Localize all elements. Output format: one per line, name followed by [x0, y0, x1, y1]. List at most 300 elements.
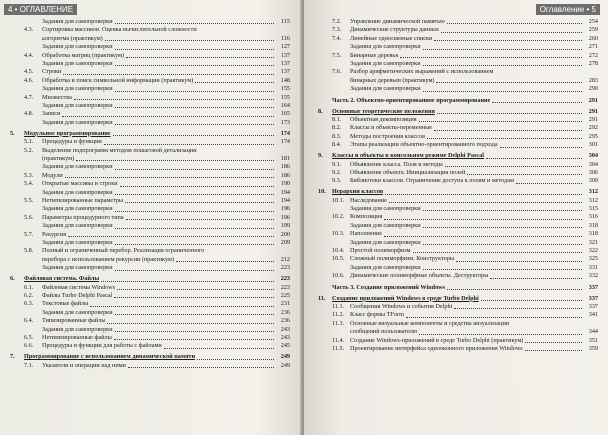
- toc-entry: [10, 317, 290, 325]
- toc-entry-title: Сортировка массивов. Оценка вычислительной сложности: [42, 26, 197, 34]
- toc-entry-page: 359: [588, 345, 598, 353]
- toc-entry: [318, 85, 598, 93]
- toc-entry-title: алгоритма (практикум): [42, 34, 103, 42]
- toc-entry-page: 312: [588, 196, 598, 204]
- toc-entry: [10, 342, 290, 350]
- toc-leader-dots: [63, 74, 274, 75]
- toc-entry-title: Задания для самопроверки: [42, 60, 113, 68]
- toc-entry: [10, 155, 290, 163]
- toc-entry: [318, 52, 598, 60]
- toc-entry-title: Создание приложений Windows в среде Turbo Delphi: [332, 294, 479, 302]
- toc-entry-number: 9.2.: [332, 168, 342, 176]
- toc-entry: [10, 247, 290, 255]
- toc-leader-dots: [115, 169, 274, 170]
- toc-entry-title: Библиотеки классов. Ограничение доступа к полям и методам: [350, 177, 514, 185]
- toc-leader-dots: [195, 82, 274, 83]
- toc-entry: [318, 320, 598, 328]
- toc-entry-page: 249: [280, 361, 290, 369]
- toc-entry-number: 5.2.: [24, 146, 34, 154]
- toc-entry: [10, 60, 290, 68]
- toc-entry-title: Наследование: [350, 196, 387, 204]
- toc-leader-dots: [176, 261, 274, 262]
- toc-entry-number: 8.: [318, 107, 323, 115]
- toc-entry: [10, 326, 290, 334]
- toc-entry-title: Объявление класса. Поля и методы: [350, 160, 443, 168]
- toc-entry-page: 312: [588, 188, 598, 196]
- toc-entry-number: 5.3.: [24, 171, 34, 179]
- toc-leader-dots: [481, 300, 582, 301]
- toc-entry-page: 165: [280, 110, 290, 118]
- toc-entry-page: 337: [588, 283, 598, 291]
- toc-entry: [318, 26, 598, 34]
- toc-entry-number: 6.: [10, 275, 15, 283]
- toc-entry-title: Объявление объекта. Инициализация полей: [350, 168, 466, 176]
- toc-leader-dots: [389, 202, 582, 203]
- toc-leader-dots: [467, 174, 582, 175]
- toc-entry-title: Задания для самопроверки: [42, 239, 113, 247]
- toc-entry-page: 223: [280, 264, 290, 272]
- toc-entry-title: Задания для самопроверки: [350, 221, 421, 229]
- toc-entry: [318, 108, 598, 116]
- toc-entry: [318, 133, 598, 141]
- toc-entry: [10, 163, 290, 171]
- toc-leader-dots: [434, 40, 582, 41]
- toc-entry-page: 186: [280, 163, 290, 171]
- toc-entry: [318, 303, 598, 311]
- toc-entry-title: Задания для самопроверки: [42, 43, 113, 51]
- toc-entry: [318, 295, 598, 303]
- toc-entry-page: 164: [280, 102, 290, 110]
- toc-entry-title: Создание Windows-приложений в среде Turbo Delphi (практикум): [350, 336, 524, 344]
- toc-entry: [10, 77, 290, 85]
- toc-entry-title: Указатели и операции над ними: [42, 361, 126, 369]
- toc-entry-title: Сообщения Windows и события Delphi: [350, 303, 453, 310]
- toc-entry-page: 200: [280, 230, 290, 238]
- toc-entry-number: 4.7.: [24, 93, 34, 101]
- toc-entry: [10, 334, 290, 342]
- toc-entry-title: Динамические структуры данных: [350, 26, 440, 34]
- toc-entry-number: 8.2.: [332, 124, 342, 132]
- toc-entry-title: Записи: [42, 110, 61, 118]
- toc-entry-title: Сложный полиморфизм. Конструкторы: [350, 255, 455, 263]
- toc-leader-dots: [90, 306, 274, 307]
- toc-leader-dots: [400, 57, 582, 58]
- toc-entry-number: 6.6.: [24, 342, 34, 350]
- toc-entry-title: Бинарные деревья: [350, 51, 399, 59]
- toc-entry: [318, 141, 598, 149]
- toc-entry-number: 7.: [10, 353, 15, 361]
- toc-entry-number: 6.5.: [24, 334, 34, 342]
- toc-leader-dots: [120, 186, 274, 187]
- toc-entry: [10, 239, 290, 247]
- toc-entry-title: Иерархии классов: [332, 188, 384, 196]
- toc-entry: [10, 256, 290, 264]
- toc-entry-title: Задания для самопроверки: [350, 263, 421, 271]
- toc-entry-page: 309: [588, 177, 598, 185]
- toc-entry-title: Классы и объекты-переменные: [350, 124, 432, 132]
- toc-entry-page: 186: [280, 171, 290, 179]
- toc-leader-dots: [126, 57, 274, 58]
- toc-entry-number: 4.3.: [24, 26, 34, 34]
- toc-entry-title: Процедуры и функции: [42, 138, 102, 146]
- toc-entry-title: Методы построения классов: [350, 132, 426, 140]
- toc-leader-dots: [74, 99, 274, 100]
- toc-entry-title: Текстовые файлы: [42, 300, 89, 308]
- toc-leader-dots: [113, 135, 274, 136]
- toc-entry: [318, 205, 598, 213]
- toc-entry-page: 325: [588, 255, 598, 263]
- toc-entry-title: Задания для самопроверки: [350, 205, 421, 213]
- toc-entry-number: 10.1.: [332, 196, 345, 204]
- toc-entry: [318, 337, 598, 345]
- toc-entry-page: 137: [280, 68, 290, 76]
- toc-entry-title: Программирование с использованием динамической памяти: [24, 353, 196, 361]
- toc-entry-number: 9.1.: [332, 160, 342, 168]
- toc-entry-page: 304: [588, 152, 598, 160]
- toc-leader-dots: [423, 91, 582, 92]
- toc-entry-title: Задания для самопроверки: [42, 163, 113, 171]
- toc-entry-page: 278: [588, 60, 598, 68]
- toc-entry-page: 148: [280, 76, 290, 84]
- right-page: [304, 0, 608, 435]
- toc-entry-title: Обработка и поиск символьной информации (практикум): [42, 76, 194, 84]
- toc-entry-title: Модульное программирование: [24, 129, 111, 137]
- toc-entry-title: Типизированные файлы: [42, 317, 106, 325]
- toc-leader-dots: [115, 124, 274, 125]
- toc-leader-dots: [490, 278, 582, 279]
- toc-entry-number: 7.3.: [332, 26, 342, 34]
- toc-entry-number: 10.4.: [332, 247, 345, 255]
- toc-entry-number: 5.6.: [24, 213, 34, 221]
- toc-entry-number: 6.1.: [24, 283, 34, 291]
- toc-leader-dots: [447, 23, 582, 24]
- toc-entry: [10, 222, 290, 230]
- toc-entry-page: 137: [280, 60, 290, 68]
- toc-leader-dots: [115, 107, 274, 108]
- toc-entry-title: Файловая система. Файлы: [24, 275, 100, 283]
- toc-entry-title: Задания для самопроверки: [42, 118, 113, 126]
- toc-entry: [10, 275, 290, 283]
- toc-leader-dots: [434, 130, 582, 131]
- toc-entry-page: 304: [588, 160, 598, 168]
- toc-entry-page: 318: [588, 230, 598, 238]
- toc-entry-page: 194: [280, 188, 290, 196]
- toc-entry-title: Обработка матриц (практикум): [42, 51, 125, 59]
- toc-entry-page: 272: [588, 51, 598, 59]
- toc-entry: [318, 239, 598, 247]
- toc-entry-title: Наполнение: [350, 230, 382, 238]
- toc-entry: [318, 328, 598, 336]
- toc-entry: [318, 152, 598, 160]
- toc-leader-dots: [65, 177, 274, 178]
- toc-entry-number: 9.3.: [332, 177, 342, 185]
- toc-entry-title: Задания для самопроверки: [350, 43, 421, 51]
- toc-entry-page: 223: [280, 283, 290, 291]
- toc-leader-dots: [413, 252, 582, 253]
- toc-entry-number: 5.7.: [24, 230, 34, 238]
- toc-entry: [10, 35, 290, 43]
- toc-leader-dots: [104, 144, 274, 145]
- toc-entry: [318, 345, 598, 353]
- toc-entry-title: Задания для самопроверки: [42, 308, 113, 316]
- toc-entry-page: 341: [588, 311, 598, 319]
- toc-entry-number: 7.4.: [332, 34, 342, 42]
- toc-entry-title: Линейные односвязные списки: [350, 34, 433, 42]
- toc-entry-page: 337: [588, 294, 598, 302]
- toc-entry-number: 6.2.: [24, 292, 34, 299]
- toc-entry-title: бинарных деревьев (практикум): [350, 76, 435, 84]
- toc-entry-number: 4.5.: [24, 68, 34, 76]
- toc-entry-page: 199: [280, 222, 290, 230]
- toc-entry-page: 173: [280, 118, 290, 126]
- toc-entry: [318, 213, 598, 221]
- toc-leader-dots: [101, 281, 274, 282]
- toc-entry: [10, 119, 290, 127]
- toc-entry-title: Проектирование интерфейса однооконного приложения Windows: [350, 345, 523, 353]
- toc-entry-page: 196: [280, 213, 290, 221]
- toc-entry-page: 155: [280, 93, 290, 101]
- toc-entry-title: Полный и ограниченный перебор. Реализация ограниченного: [42, 247, 205, 255]
- toc-entry: [10, 264, 290, 272]
- toc-entry-title: сообщений пользователю: [350, 328, 418, 336]
- toc-leader-dots: [423, 227, 582, 228]
- toc-entry-number: 10.3.: [332, 230, 345, 238]
- toc-entry-number: 5.5.: [24, 197, 34, 205]
- toc-entry-title: Рекурсия: [42, 230, 67, 238]
- toc-entry-page: 127: [280, 43, 290, 51]
- toc-entry-title: Разбор арифметических выражений с использованием: [350, 68, 494, 76]
- toc-leader-dots: [107, 323, 274, 324]
- toc-entry-number: 11.3.: [332, 319, 345, 327]
- toc-entry: [10, 205, 290, 213]
- right-toc: [318, 18, 598, 353]
- toc-entry-number: 10.: [318, 188, 326, 196]
- toc-entry-title: Динамические полиморфные объекты. Деструкторы: [350, 272, 489, 280]
- toc-entry-title: Задания для самопроверки: [42, 325, 113, 333]
- toc-entry: [318, 116, 598, 124]
- toc-leader-dots: [423, 269, 582, 270]
- toc-entry-page: 291: [588, 107, 598, 115]
- toc-entry-page: 292: [588, 124, 598, 132]
- toc-entry-page: 137: [280, 51, 290, 59]
- toc-entry-page: 306: [588, 168, 598, 176]
- toc-entry-number: 10.2.: [332, 213, 345, 221]
- toc-entry-page: 344: [588, 328, 598, 336]
- toc-entry-number: 10.6.: [332, 272, 345, 280]
- toc-entry-number: 6.4.: [24, 317, 34, 325]
- toc-leader-dots: [115, 314, 274, 315]
- toc-entry-page: 231: [280, 300, 290, 308]
- toc-leader-dots: [423, 210, 582, 211]
- toc-entry: [10, 284, 290, 292]
- toc-leader-dots: [500, 147, 582, 148]
- toc-entry: [318, 60, 598, 68]
- toc-entry-page: 209: [280, 239, 290, 247]
- right-page-header: Оглавление • 5: [536, 4, 600, 15]
- toc-entry-page: 194: [280, 197, 290, 205]
- toc-entry-page: 337: [588, 303, 598, 310]
- toc-entry-page: 290: [588, 85, 598, 93]
- toc-entry-title: Задания для самопроверки: [42, 102, 113, 110]
- toc-entry: [10, 214, 290, 222]
- toc-entry: [10, 300, 290, 308]
- toc-entry-page: 236: [280, 308, 290, 316]
- toc-entry-number: 8.4.: [332, 141, 342, 149]
- toc-leader-dots: [454, 308, 582, 309]
- toc-entry-title: Задания для самопроверки: [350, 60, 421, 68]
- toc-entry-page: 315: [588, 205, 598, 213]
- toc-entry-title: Классы и объекты в консольном режиме Delphi Pascal: [332, 152, 484, 160]
- toc-entry-number: 11.4.: [332, 336, 345, 344]
- toc-entry: [10, 231, 290, 239]
- toc-entry-title: Задания для самопроверки: [42, 188, 113, 196]
- toc-entry-title: Задания для самопроверки: [42, 85, 113, 93]
- toc-entry: [318, 311, 598, 319]
- toc-entry: [10, 172, 290, 180]
- toc-entry-page: 254: [588, 18, 598, 25]
- toc-entry-page: 295: [588, 132, 598, 140]
- toc-entry-number: 7.1.: [24, 361, 34, 369]
- toc-entry: [10, 180, 290, 188]
- toc-entry-title: Объектная декомпозиция: [350, 115, 417, 123]
- toc-entry: [10, 43, 290, 51]
- toc-entry-title: Множества: [42, 93, 72, 101]
- toc-entry: [10, 197, 290, 205]
- toc-entry: [318, 97, 598, 105]
- toc-entry: [10, 130, 290, 138]
- toc-leader-dots: [525, 342, 582, 343]
- toc-entry-page: 291: [588, 96, 598, 104]
- toc-entry-number: 11.1.: [332, 303, 345, 310]
- toc-entry-number: 5.: [10, 129, 15, 137]
- toc-entry: [318, 68, 598, 76]
- toc-entry: [318, 197, 598, 205]
- toc-entry-page: 243: [280, 325, 290, 333]
- toc-entry-number: 11.5.: [332, 345, 345, 353]
- toc-leader-dots: [164, 348, 274, 349]
- toc-entry-page: 225: [280, 292, 290, 299]
- toc-entry-page: 322: [588, 247, 598, 255]
- toc-leader-dots: [115, 23, 274, 24]
- toc-entry-page: 316: [588, 213, 598, 221]
- toc-leader-dots: [126, 219, 274, 220]
- toc-entry-number: 7.2.: [332, 18, 342, 25]
- toc-entry-page: 271: [588, 43, 598, 51]
- toc-entry: [318, 272, 598, 280]
- toc-entry: [318, 161, 598, 169]
- toc-leader-dots: [427, 138, 582, 139]
- toc-entry-title: перебора с использованием рекурсии (практикум): [42, 255, 174, 263]
- toc-leader-dots: [445, 166, 582, 167]
- toc-leader-dots: [114, 339, 274, 340]
- toc-leader-dots: [62, 116, 274, 117]
- toc-entry: [10, 52, 290, 60]
- left-page: [0, 0, 302, 435]
- toc-entry: [318, 18, 598, 26]
- toc-leader-dots: [419, 334, 582, 335]
- toc-entry-title: Класс формы TForm: [350, 311, 404, 319]
- toc-entry-title: Простой полиморфизм: [350, 247, 411, 255]
- toc-entry-page: 283: [588, 76, 598, 84]
- toc-entry-number: 9.: [318, 152, 323, 160]
- toc-leader-dots: [525, 350, 582, 351]
- toc-entry-title: Задания для самопроверки: [42, 264, 113, 272]
- toc-entry-page: 243: [280, 334, 290, 342]
- toc-leader-dots: [197, 359, 274, 360]
- toc-entry-title: Основные визуальные компоненты и средства визуализации: [350, 319, 510, 327]
- toc-entry-number: 4.6.: [24, 76, 34, 84]
- toc-entry-title: Часть 3. Создание приложений Windows: [332, 283, 446, 291]
- toc-leader-dots: [447, 289, 582, 290]
- toc-entry-title: Файлы Turbo Delphi Pascal: [42, 292, 113, 299]
- toc-entry-title: Нетипизированные параметры: [42, 197, 124, 205]
- toc-entry-page: 260: [588, 34, 598, 42]
- toc-leader-dots: [76, 160, 274, 161]
- toc-leader-dots: [115, 194, 274, 195]
- toc-entry: [10, 189, 290, 197]
- toc-leader-dots: [419, 121, 582, 122]
- toc-entry-title: Задания для самопроверки: [350, 238, 421, 246]
- toc-leader-dots: [423, 65, 582, 66]
- toc-entry-page: 318: [588, 221, 598, 229]
- toc-entry: [318, 124, 598, 132]
- toc-entry-page: 155: [280, 85, 290, 93]
- toc-entry: [318, 247, 598, 255]
- toc-entry-title: Файловая система Windows: [42, 283, 115, 291]
- toc-leader-dots: [128, 367, 274, 368]
- toc-entry-number: 11.2.: [332, 311, 345, 319]
- toc-entry: [318, 177, 598, 185]
- toc-entry-title: Задания для самопроверки: [42, 205, 113, 213]
- toc-leader-dots: [385, 194, 582, 195]
- toc-leader-dots: [114, 297, 274, 298]
- toc-entry: [10, 353, 290, 361]
- toc-entry-page: 116: [280, 34, 290, 42]
- toc-entry-title: Нетипизированные файлы: [42, 334, 112, 342]
- toc-leader-dots: [115, 244, 274, 245]
- toc-entry-number: 8.3.: [332, 132, 342, 140]
- toc-entry: [318, 43, 598, 51]
- toc-entry-page: 301: [588, 141, 598, 149]
- toc-entry: [10, 309, 290, 317]
- toc-entry: [10, 18, 290, 26]
- toc-leader-dots: [456, 261, 582, 262]
- toc-entry-number: 7.6.: [332, 68, 342, 76]
- toc-leader-dots: [115, 331, 274, 332]
- toc-entry-number: 10.5.: [332, 255, 345, 263]
- toc-entry-page: 291: [588, 115, 598, 123]
- toc-entry-number: 5.8.: [24, 247, 34, 255]
- toc-leader-dots: [105, 40, 274, 41]
- left-page-header: 4 • ОГЛАВЛЕНИЕ: [4, 4, 77, 15]
- toc-entry-number: 4.8.: [24, 110, 34, 118]
- toc-entry-page: 174: [280, 138, 290, 146]
- toc-entry: [10, 362, 290, 370]
- toc-entry-title: Открытые массивы и строки: [42, 180, 118, 188]
- toc-leader-dots: [441, 32, 582, 33]
- toc-entry-title: (практикум): [42, 155, 75, 162]
- toc-entry-title: Этапы реализации объектно-ориентированного подхода: [350, 141, 498, 149]
- toc-leader-dots: [436, 82, 582, 83]
- toc-entry: [318, 222, 598, 230]
- toc-leader-dots: [492, 102, 582, 103]
- toc-leader-dots: [68, 236, 274, 237]
- toc-leader-dots: [115, 49, 274, 50]
- toc-entry-page: 236: [280, 317, 290, 325]
- toc-entry: [318, 169, 598, 177]
- toc-entry-page: 332: [588, 272, 598, 280]
- toc-entry-page: 223: [280, 275, 290, 283]
